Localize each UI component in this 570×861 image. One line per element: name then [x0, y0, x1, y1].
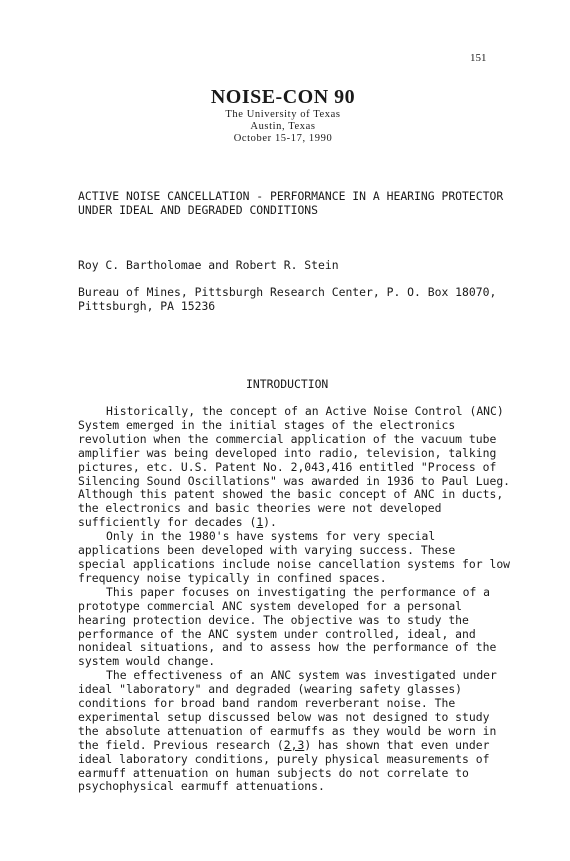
body-line: ideal "laboratory" and degraded (wearing safety glasses) [78, 682, 463, 697]
body-line: Although this patent showed the basic concept of ANC in ducts, [78, 487, 504, 502]
body-line: the electronics and basic theories were not developed [78, 501, 442, 516]
body-line: experimental setup discussed below was not designed to study [78, 709, 490, 724]
body-line: the field. Previous research (2,3) has shown that even under [78, 737, 490, 752]
body-line: applications been developed with varying success. These [78, 543, 456, 558]
body-line: Silencing Sound Oscillations" was awarded in 1936 to Paul Lueg. [78, 473, 511, 488]
paper-affiliation [78, 286, 498, 314]
body-line: conditions for broad band random reverberant noise. The [78, 696, 456, 711]
body-line: System emerged in the initial stages of the electronics [78, 417, 456, 432]
body-line: the absolute attenuation of earmuffs as they would be worn in [78, 723, 497, 738]
body-line: The effectiveness of an ANC system was investigated under [106, 668, 497, 683]
body-line: system would change. [78, 654, 216, 669]
citation-reference: 1 [256, 515, 264, 530]
body-line: frequency noise typically in confined spaces. [78, 570, 387, 585]
body-line: nonideal situations, and to assess how the performance of the [78, 640, 497, 655]
page-number: 151 [470, 52, 487, 64]
introduction-body [78, 404, 511, 794]
affiliation-line: Pittsburgh, PA 15236 [78, 298, 216, 313]
citation-reference: 2,3 [283, 737, 305, 752]
conference-title: NOISE-CON 90 [210, 86, 356, 108]
body-line: performance of the ANC system under controlled, ideal, and [78, 626, 476, 641]
body-line: ideal laboratory conditions, purely physical measurements of [78, 751, 490, 766]
conference-location: Austin, Texas [250, 121, 316, 132]
body-line: pictures, etc. U.S. Patent No. 2,043,416 entitled "Process of [78, 459, 497, 474]
body-line: Historically, the concept of an Active Noise Control (ANC) [106, 404, 504, 418]
paper-title-line: UNDER IDEAL AND DEGRADED CONDITIONS [78, 202, 319, 217]
conference-header [0, 86, 570, 145]
body-line: amplifier was being developed into radio, television, talking [78, 445, 497, 460]
body-line: Only in the 1980's have systems for very special [106, 529, 436, 544]
body-line: earmuff attenuation on human subjects do not correlate to [78, 765, 469, 780]
paper-title-line: ACTIVE NOISE CANCELLATION - PERFORMANCE IN A HEARING PROTECTOR [78, 189, 504, 203]
body-line: hearing protection device. The objective was to study the [78, 612, 469, 627]
affiliation-line: Bureau of Mines, Pittsburgh Research Center, P. O. Box 18070, [78, 285, 497, 299]
body-line: sufficiently for decades (1). [78, 515, 277, 530]
section-heading: INTRODUCTION [246, 377, 329, 391]
body-line: revolution when the commercial application of the vacuum tube [78, 431, 497, 446]
conference-dates: October 15-17, 1990 [233, 133, 333, 144]
body-line: psychophysical earmuff attenuations. [78, 779, 325, 794]
body-line: This paper focuses on investigating the performance of a [106, 584, 491, 599]
paper-title [78, 189, 504, 218]
body-line: special applications include noise cancellation systems for low [78, 556, 511, 571]
body-line: prototype commercial ANC system developed for a personal [78, 598, 463, 613]
paper-authors: Roy C. Bartholomae and Robert R. Stein [78, 258, 339, 272]
conference-university: The University of Texas [225, 109, 341, 120]
